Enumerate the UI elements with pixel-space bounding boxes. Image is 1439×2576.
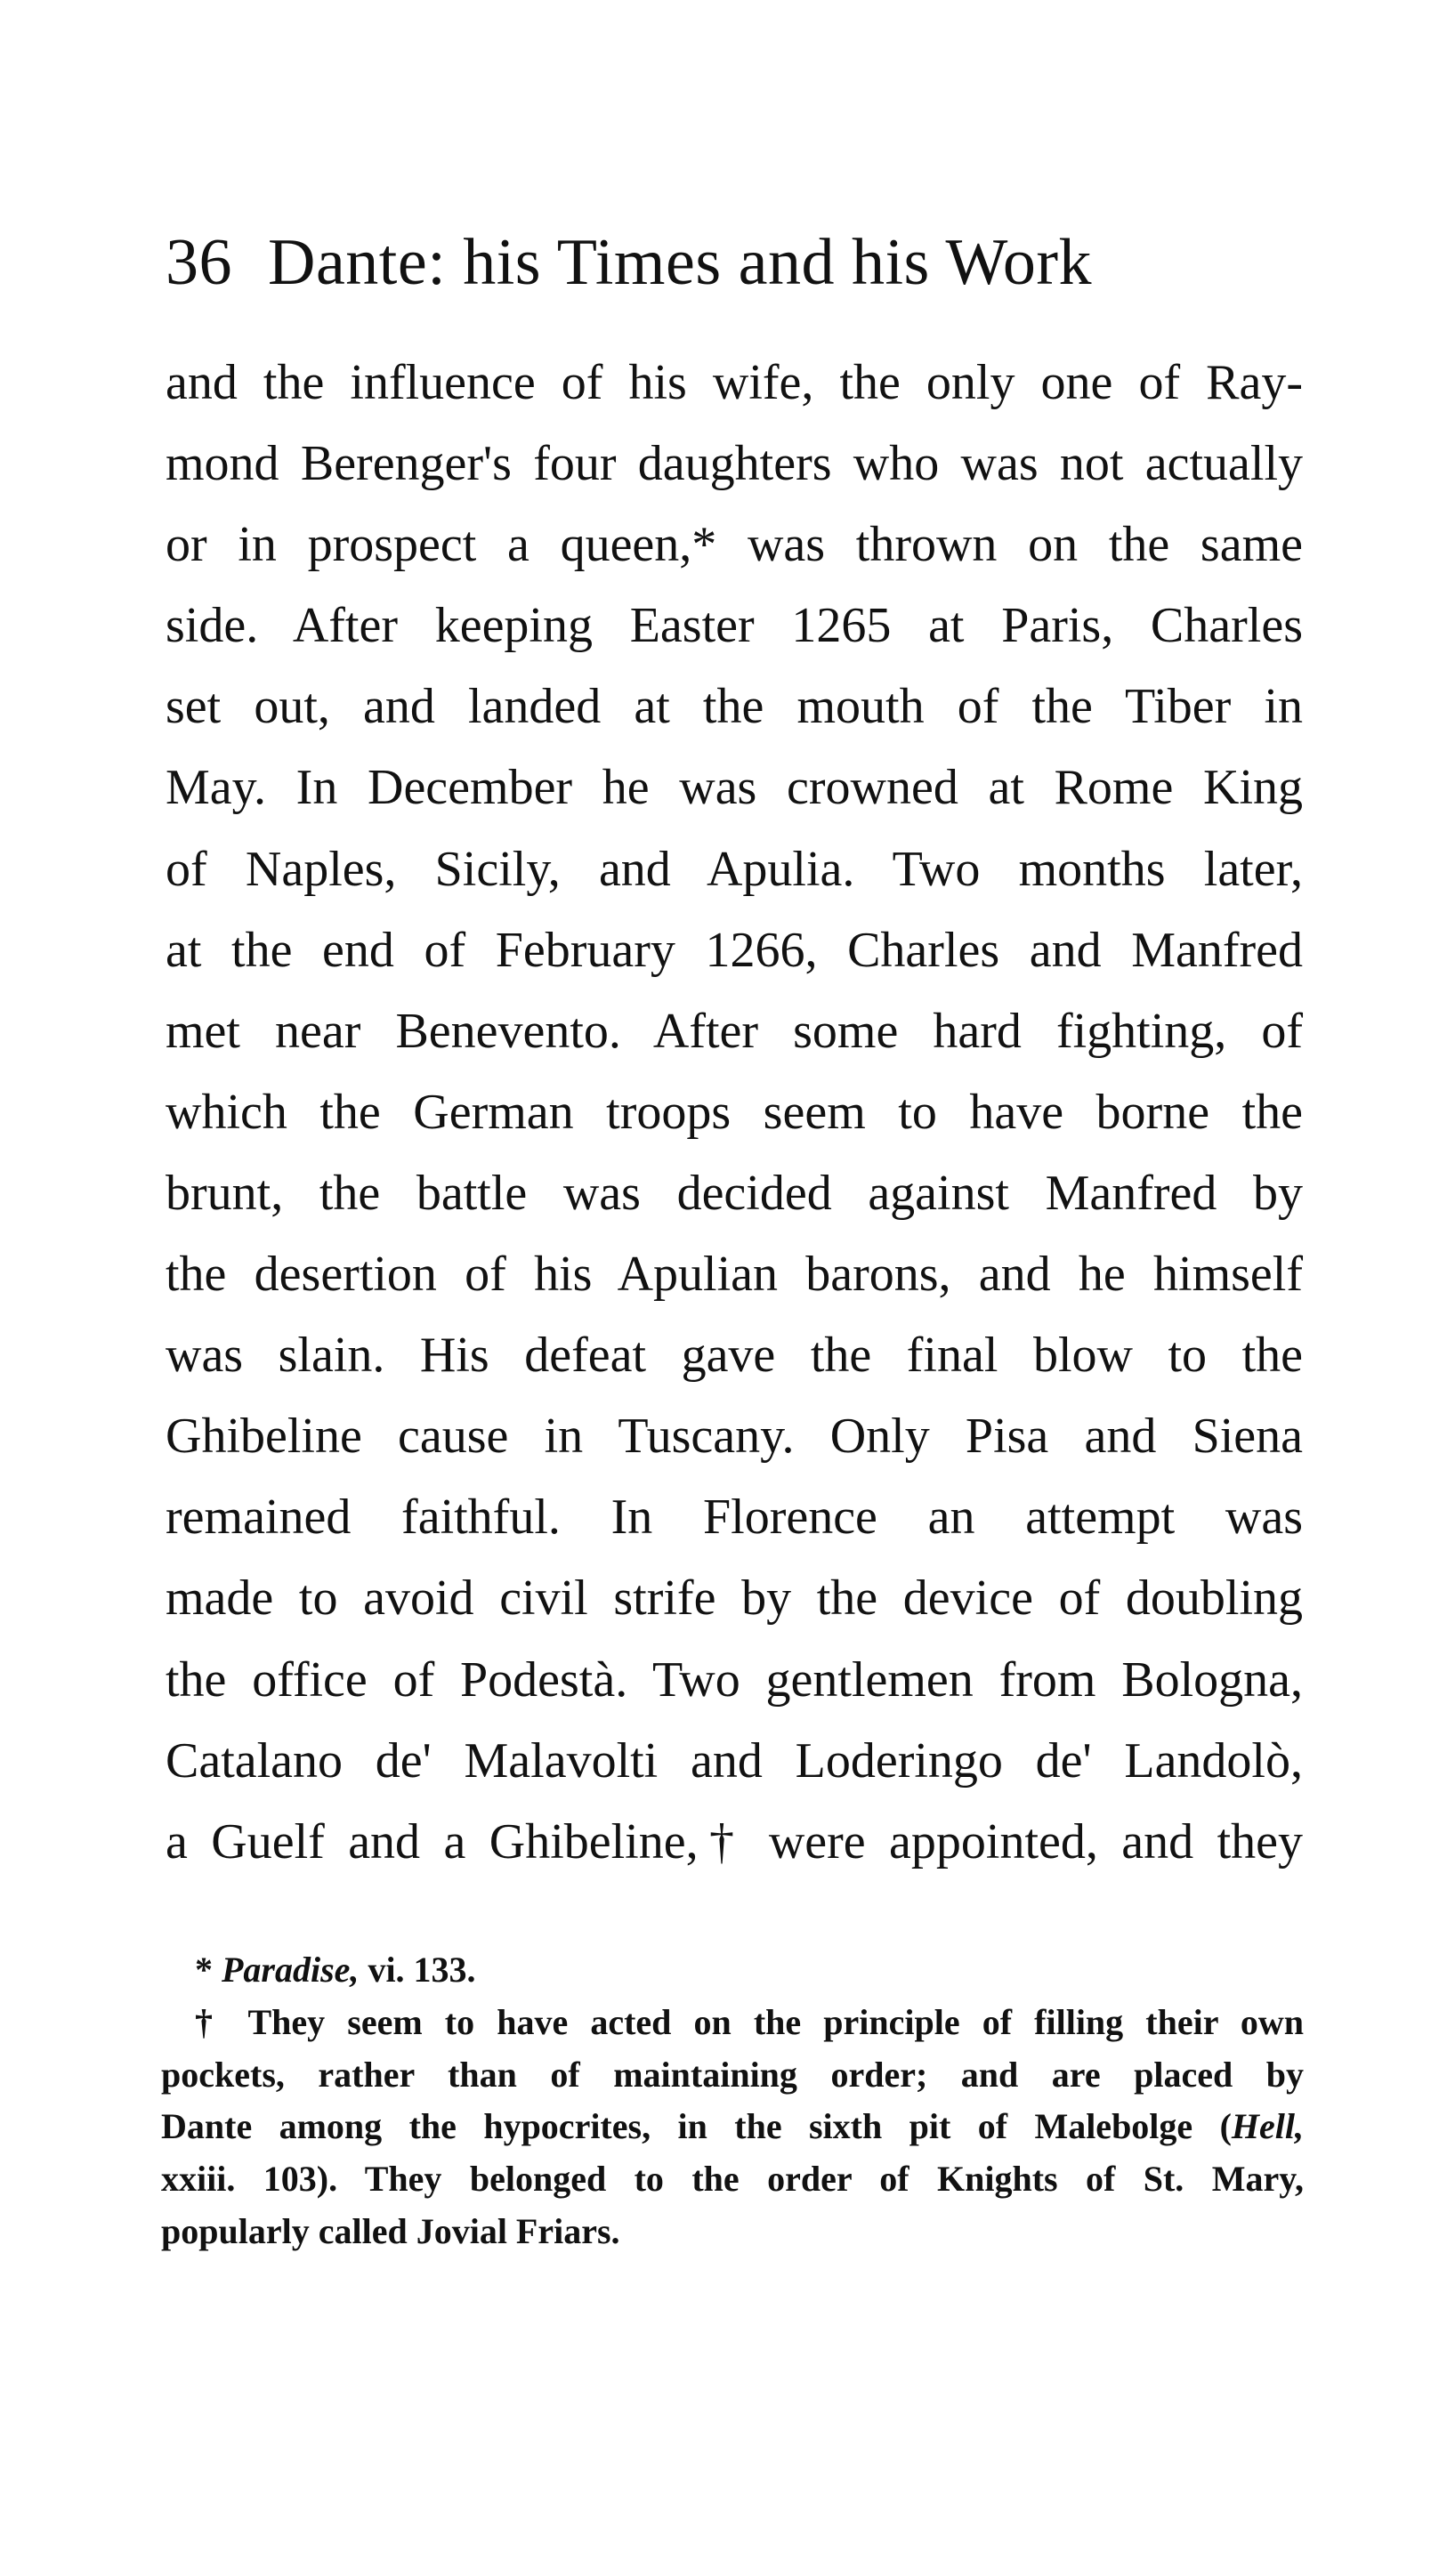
footnote-2-line: xxiii. 103). They belonged to the order of Knights of St. Mary,	[161, 2159, 1304, 2200]
footnote-1-title: Paradise,	[222, 1950, 360, 1990]
body-line: was slain. His defeat gave the final blow to the	[166, 1328, 1303, 1384]
running-title: Dante: his Times and his Work	[268, 226, 1093, 299]
footnote-1-mark: *	[195, 1950, 213, 1990]
body-line: and the influence of his wife, the only one of Ray-	[166, 355, 1303, 410]
body-line: brunt, the battle was decided against Manfred by	[166, 1165, 1303, 1221]
body-line: of Naples, Sicily, and Apulia. Two months later,	[166, 841, 1303, 897]
body-line: a Guelf and a Ghibeline,† were appointed, and they	[166, 1813, 1303, 1869]
body-line: May. In December he was crowned at Rome King	[166, 760, 1303, 816]
body-line: met near Benevento. After some hard fighting, of	[166, 1003, 1303, 1059]
footnote-2-line: popularly called Jovial Friars.	[161, 2210, 620, 2251]
footnotes	[161, 1944, 1304, 2258]
body-line: remained faithful. In Florence an attempt was	[166, 1490, 1303, 1546]
footnote-2-line: † They seem to have acted on the principle of filling their own	[195, 2001, 1304, 2042]
running-head	[166, 214, 1305, 311]
body-text	[166, 343, 1303, 1883]
body-line: set out, and landed at the mouth of the Tiber in	[166, 679, 1303, 735]
footnote-2-hell-ref: Hell,	[1231, 2106, 1304, 2147]
footnote-1-ref: vi. 133.	[368, 1950, 476, 1990]
body-line: the office of Podestà. Two gentlemen from Bologna,	[166, 1651, 1303, 1708]
body-line: Ghibeline cause in Tuscany. Only Pisa and Siena	[166, 1409, 1303, 1465]
body-line: mond Berenger's four daughters who was not actually	[166, 436, 1303, 492]
page-number: 36	[166, 226, 232, 299]
footnote-2-line	[161, 2101, 1304, 2153]
footnote-1	[161, 1944, 1304, 1997]
body-line: side. After keeping Easter 1265 at Paris, Charles	[166, 598, 1303, 654]
body-line: which the German troops seem to have borne the	[166, 1084, 1303, 1140]
body-line: Catalano de' Malavolti and Loderingo de' Landolò,	[166, 1732, 1303, 1789]
body-line: or in prospect a queen,* was thrown on the same	[166, 517, 1303, 573]
footnote-2-text: Dante among the hypocrites, in the sixth pit of Malebolge (	[161, 2106, 1232, 2147]
footnote-2-line: pockets, rather than of maintaining order; and are placed by	[161, 2054, 1304, 2095]
body-line: made to avoid civil strife by the device of doubling	[166, 1571, 1303, 1627]
body-line: the desertion of his Apulian barons, and he himself	[166, 1247, 1303, 1303]
body-line: at the end of February 1266, Charles and Manfred	[166, 922, 1303, 978]
